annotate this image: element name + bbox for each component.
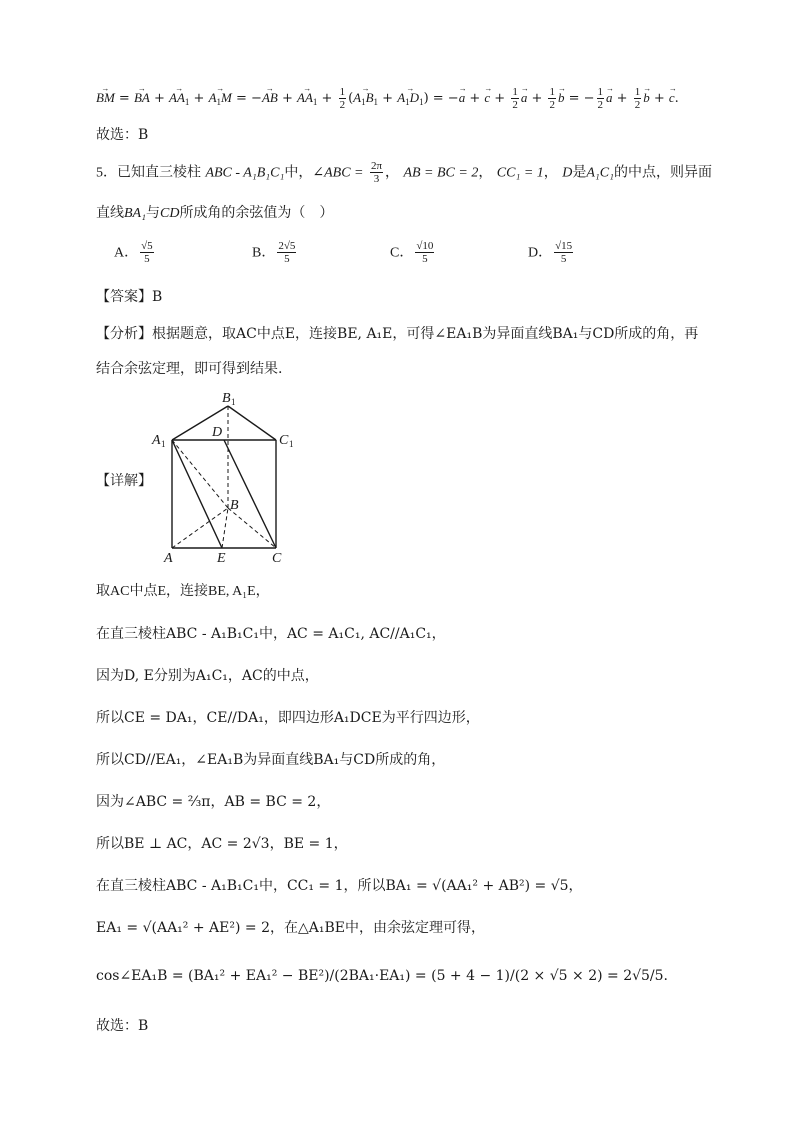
option-c[interactable]: C． $\frac{√10}{5}$ (390, 240, 434, 265)
detail-step-6: 因为∠ABC = ⅔π，AB = BC = 2， (96, 794, 331, 810)
label-a1: A (152, 433, 161, 448)
question-line-1: 5．已知直三棱柱 ABC - A₁B₁C₁中，∠ABC = $\frac{2\pi}{3}$ ， AB = BC = 2， CC₁ = 1， D是A₁C₁的中点，则异面 (96, 160, 712, 185)
label-a: A (164, 551, 173, 566)
answer-section (96, 286, 162, 307)
edge-b-c (228, 508, 276, 548)
answer-value: B (152, 289, 163, 305)
prism-figure (150, 388, 310, 570)
angle-fraction: $\frac{2\pi}{3}$ (370, 160, 382, 185)
label-c1: C (279, 433, 289, 448)
segment-a1-b (172, 440, 228, 508)
detail-tag: 【详解】 (96, 472, 152, 488)
segment-e-b (222, 508, 228, 548)
option-a[interactable]: A． $\frac{√5}{5}$ (114, 240, 153, 265)
detail-step-5: 所以CD//EA₁，∠EA₁B为异面直线BA₁与CD所成的角， (96, 752, 446, 768)
segment-d-c (224, 440, 276, 548)
label-d: D (212, 425, 223, 440)
option-d[interactable]: D． $\frac{√15}{5}$ (528, 240, 573, 265)
answer-options (114, 240, 666, 265)
detail-step-10-cosine: cos∠EA₁B = (BA₁² + EA₁² − BE²)/(2BA₁·EA₁) = (5 + 4 − 1)/(2 × √5 × 2) = 2√5/5. (96, 968, 669, 984)
analysis-tag: 【分析】 (96, 325, 152, 341)
detail-step-3: 因为D, E分别为A₁C₁，AC的中点， (96, 668, 319, 684)
detail-step-2: 在直三棱柱ABC - A₁B₁C₁中，AC = A₁C₁, AC//A₁C₁， (96, 626, 446, 642)
svg-text:1: 1 (161, 439, 166, 449)
detail-step-8: 在直三棱柱ABC - A₁B₁C₁中，CC₁ = 1，所以BA₁ = √(AA₁² + AB²) = √5， (96, 878, 583, 894)
svg-text:1: 1 (289, 439, 294, 449)
question-intro: 已知直三棱柱 (117, 164, 201, 181)
final-answer-line: 故选：B (96, 1018, 149, 1034)
detail-step-9: EA₁ = √(AA₁² + AE²) = 2，在△A₁BE中，由余弦定理可得， (96, 920, 485, 936)
detail-step-4: 所以CE = DA₁，CE//DA₁，即四边形A₁DCE为平行四边形， (96, 710, 480, 726)
question-number: 5． (96, 165, 117, 181)
analysis-line-2: 结合余弦定理，即可得到结果. (96, 361, 283, 377)
given-sides: AB = BC = 2 (403, 165, 479, 181)
label-b: B (230, 498, 239, 513)
label-c: C (272, 551, 282, 566)
label-e: E (217, 551, 226, 566)
given-cc1: CC₁ = 1 (496, 165, 544, 181)
detail-step-7: 所以BE ⊥ AC，AC = 2√3，BE = 1， (96, 836, 348, 852)
option-b[interactable]: B． $\frac{2√5}{5}$ (252, 240, 296, 265)
prism-name: ABC - A₁B₁C₁ (205, 165, 285, 181)
answer-tag: 【答案】 (96, 288, 152, 304)
analysis-line-1: 【分析】根据题意，取AC中点E，连接BE, A₁E，可得∠EA₁B为异面直线BA₁与CD所成的角，再 (96, 325, 699, 342)
edge-b1-c1 (228, 406, 276, 440)
detail-step-1: 取AC中点E，连接BE, A₁E， (96, 584, 270, 599)
previous-answer-line: 故选：B (96, 127, 149, 143)
label-b1: B (222, 391, 231, 406)
segment-a1-e (172, 440, 222, 548)
previous-solution-vector-equation: → BM = → BA + → $AA_1$ + → $A_1M$ = −→ AB + → $AA_1$ + $\frac{1}{2}$ (→ $A_1B_1$ + → $A_1D_1$) = −→ a + → c + $\frac{1}{2}$ → a + $\frac{1}{2}$ → b = − $\frac{1}{2}$ → a + $\frac{1}{2}$ → b + → c. (96, 86, 679, 112)
question-line-2: 直线BA₁与CD所成角的余弦值为（ ） (96, 205, 334, 221)
svg-text:1: 1 (231, 397, 236, 407)
